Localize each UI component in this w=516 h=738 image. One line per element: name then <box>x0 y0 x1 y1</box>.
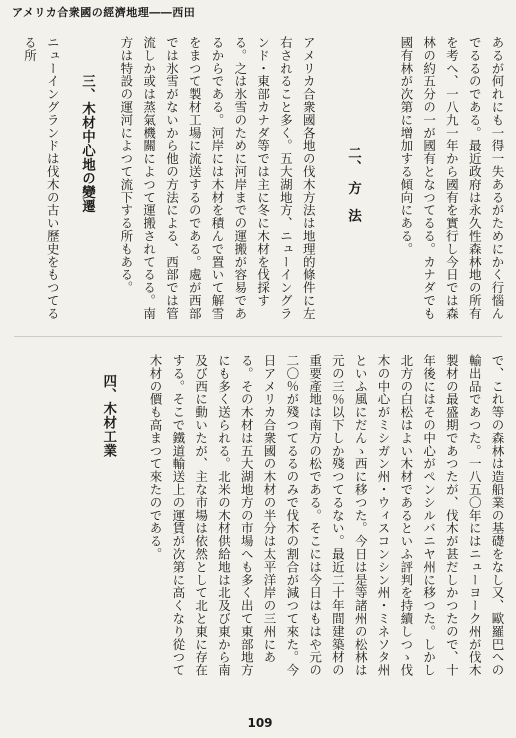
section-heading: 四、木材工業 <box>100 374 117 458</box>
bottom-text-block <box>14 354 508 686</box>
top-text-block <box>6 36 508 321</box>
running-head: アメリカ合衆國の經濟地理――西田 <box>12 6 196 19</box>
page-number: 109 <box>247 716 273 730</box>
paragraph: アメリカ合衆國各地の伐木方法は地理的條件に左右されること多く。五大湖地方、ニューイングランド・東部カナダ等では主に冬に木材を伐採する。之は氷雪のために河岸までの運搬が容易であるからである。河岸には木材を積んで置いて解雪をまつて製材工場に流送するのである。處が西部では氷雪がないから他の方法による、西部では管流しか或は蒸氣機關によつて運搬されてるる。南方は特設の運河によつて流下する所もある。 <box>118 36 317 320</box>
paragraph: で、これ等の森林は造船業の基礎をなし又、歐羅巴への輸出品であつた。一八五〇年にはニューヨーク州が伐木製材の最盛期であつたが、伐木が甚だしかつたので、十年後にはその中心がペンシルバニヤ州に移つた。しかし北方の白松はよい木材であるといふ評判を持續しつゝ伐木の中心がミシガン州・ウィスコンシン州・ミネソタ州といふ風にだんゝ西に移つた。今日は是等諸州の松林は元の三％以下しか殘つてるない。最近二十年間建築材の重要產地は南方の松である。そこには今日はもはや元の二〇％が殘つてるるのみで伐木の割合が減つて來た。今日アメリカ合衆國の木材の半分は太平洋岸の三州にある。その木材は五大湖地方の市場へも多く出て東部地方にも多く送られる。北米の木材供給地は北及び東から南及び西に動いたが、主な市場は依然として北と東に存在する。そこで鐵道輸送上の運賃が次第に高くなり從つて木材の價も高まつて來たのである。 <box>148 354 505 677</box>
section-heading: 三、木材中心地の變遷 <box>79 74 96 213</box>
section-heading: 二、 方 法 <box>345 146 362 223</box>
paragraph: ニューイングランドは伐木の古い歷史をもつてるる所 <box>22 36 61 320</box>
column-divider <box>14 336 502 337</box>
paragraph: あるが何れにも一得一失あるがためにかく行惱んでるるのである。最近政府は永久性森林地の所有を考へ、一八九一年から國有を實行し今日では森林の約五分の一が國有となつてるる。カナダでも國有林が次第に增加する傾向にある。 <box>398 36 505 320</box>
